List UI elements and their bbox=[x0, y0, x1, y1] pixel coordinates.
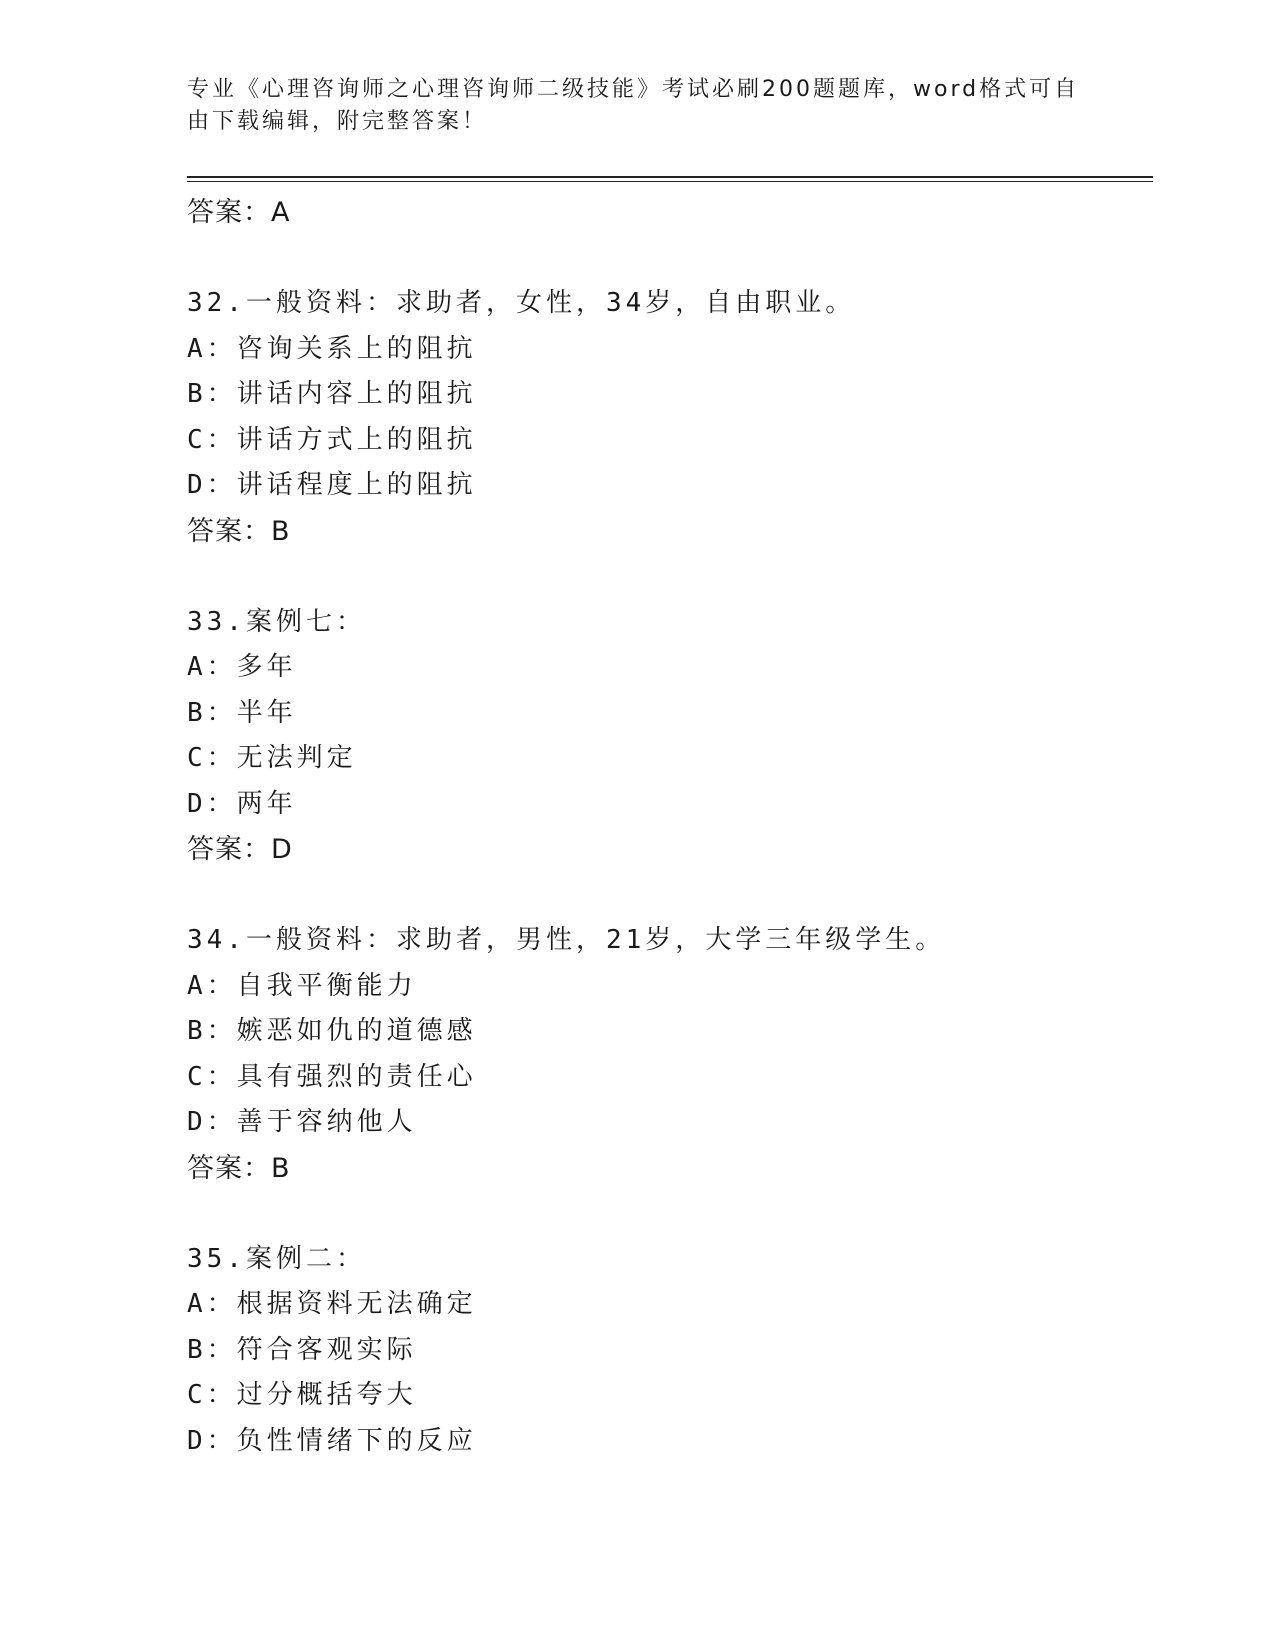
question-title: 35.案例二： bbox=[187, 1243, 366, 1274]
blank-line bbox=[187, 873, 1153, 919]
blank-line bbox=[187, 236, 1153, 282]
option-b: B：嫉恶如仇的道德感 bbox=[187, 1016, 477, 1046]
option-b: B：讲话内容上的阻抗 bbox=[187, 379, 477, 409]
answer-line: 答案：D bbox=[187, 834, 293, 865]
option-d: D：负性情绪下的反应 bbox=[187, 1425, 477, 1456]
option-a: A：自我平衡能力 bbox=[187, 970, 417, 1001]
answer-line: 答案：B bbox=[187, 1152, 291, 1184]
option-a: A：根据资料无法确定 bbox=[187, 1289, 477, 1319]
blank-line bbox=[187, 1191, 1153, 1237]
header-divider-thin bbox=[187, 181, 1153, 182]
answer-line: 答案：A bbox=[187, 197, 291, 228]
blank-line bbox=[187, 554, 1153, 600]
question-title: 32.一般资料：求助者，女性，34岁，自由职业。 bbox=[187, 288, 856, 318]
option-b: B：半年 bbox=[187, 697, 297, 728]
option-c: C：过分概括夸大 bbox=[187, 1380, 417, 1410]
option-c: C：讲话方式上的阻抗 bbox=[187, 424, 477, 455]
document-header bbox=[187, 74, 1087, 138]
option-a: A：咨询关系上的阻抗 bbox=[187, 333, 477, 364]
document-body bbox=[187, 190, 1153, 1464]
header-line-1: 专业《心理咨询师之心理咨询师二级技能》考试必刷200题题库，word格式可自 bbox=[187, 77, 1080, 102]
option-d: D：两年 bbox=[187, 788, 297, 819]
question-title: 34.一般资料：求助者，男性，21岁，大学三年级学生。 bbox=[187, 925, 946, 955]
option-d: D：善于容纳他人 bbox=[187, 1107, 417, 1137]
option-c: C：无法判定 bbox=[187, 743, 357, 773]
answer-line: 答案：B bbox=[187, 515, 291, 547]
header-divider-thick bbox=[187, 176, 1153, 178]
option-a: A：多年 bbox=[187, 652, 297, 682]
option-d: D：讲话程度上的阻抗 bbox=[187, 470, 477, 500]
question-title: 33.案例七： bbox=[187, 606, 366, 637]
option-b: B：符合客观实际 bbox=[187, 1334, 417, 1365]
header-line-2: 由下载编辑，附完整答案！ bbox=[187, 109, 488, 134]
option-c: C：具有强烈的责任心 bbox=[187, 1061, 477, 1092]
